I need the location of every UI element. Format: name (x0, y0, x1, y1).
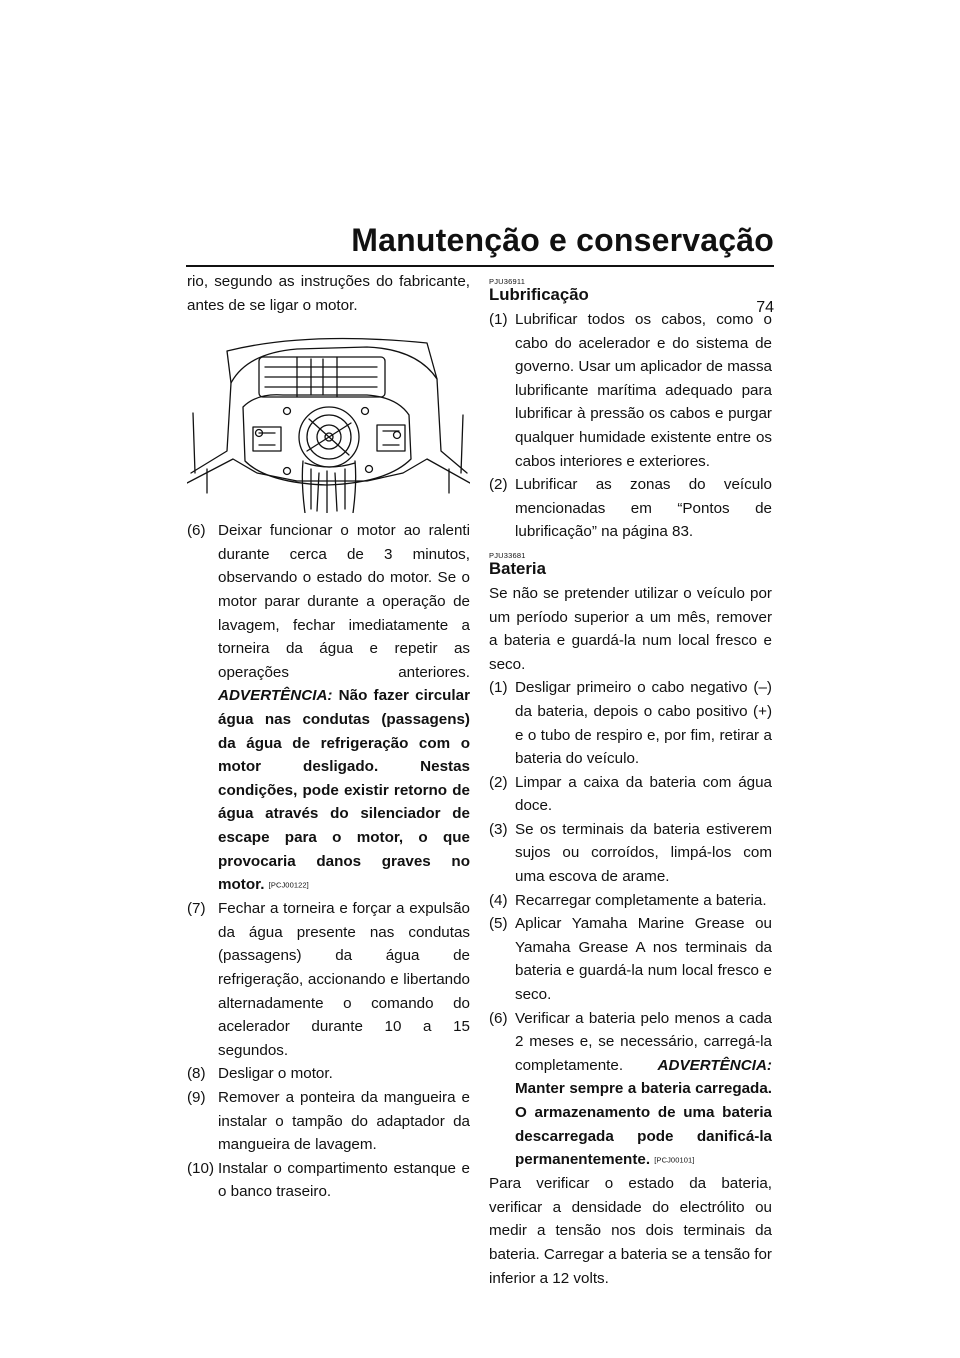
page-number: 74 (756, 299, 774, 316)
warning-label: ADVERTÊNCIA: (657, 1056, 772, 1074)
list-item-number: (2) (489, 773, 508, 791)
list-item-text: Fechar a torneira e forçar a expulsão da água presente nas condutas (passagens) da água de refrigeração, accionando e libertando alternadamente o comando do acelerador durante 10 a 15 segundos. (218, 900, 470, 1059)
list-item (489, 308, 772, 473)
list-item-text: Aplicar Yamaha Marine Grease ou Yamaha Grease A nos terminais da bateria e guardá-la num local fresco e seco. (515, 915, 772, 1004)
list-item-text: Lubrificar todos os cabos, como o cabo do acelerador e do sistema de governo. Usar um aplicador de massa lubrificante marítima adequado para lubrificar à pressão os cabos e purgar qualquer humidade existente entre os cabos interiores e exteriores. (515, 311, 772, 470)
list-item-text: Remover a ponteira da mangueira e instalar o tampão do adaptador da mangueira de lavagem. (218, 1088, 470, 1154)
list-item-number: (10) (187, 1159, 215, 1177)
warning-text: Não fazer circular água nas condutas (passagens) da água de refrigeração com o motor desligado. Nestas condições, pode existir retorno de água através do silenciador de escape para o motor, o que provocaria danos graves no motor. (218, 687, 470, 894)
section-title-lubrication: Lubrificação (489, 285, 589, 304)
list-item-number: (9) (187, 1088, 206, 1106)
list-item (489, 676, 772, 770)
lubrication-steps-list (489, 308, 772, 544)
left-column (187, 270, 470, 1204)
list-item-number: (4) (489, 891, 508, 909)
list-item (187, 1157, 470, 1204)
list-item-number: (2) (489, 476, 508, 494)
header-divider (186, 265, 774, 267)
section-reference-code: PJU33681 (489, 550, 526, 560)
list-item (489, 771, 772, 818)
list-item (187, 519, 470, 897)
list-item-number: (6) (187, 522, 206, 540)
right-column (489, 270, 772, 1290)
list-item (489, 889, 772, 913)
battery-intro-paragraph: Se não se pretender utilizar o veículo por um período superior a um mês, remover a bateria e guardá-la num local fresco e seco. (489, 584, 772, 673)
flushing-steps-list (187, 519, 470, 1204)
section-title-battery: Bateria (489, 558, 546, 578)
warning-code: [PCJ00101] (654, 1155, 695, 1165)
list-item-text: Verificar a bateria pelo menos a cada 2 meses e, se necessário, carregá-la completamente. (515, 1009, 772, 1074)
list-item-number: (7) (187, 900, 206, 918)
list-item-text: Desligar primeiro o cabo negativo (–) da bateria, depois o cabo positivo (+) e o tubo de respiro e, por fim, retirar a bateria do veículo. (515, 679, 772, 768)
intro-paragraph: rio, segundo as instruções do fabricante, antes de se ligar o motor. (187, 273, 470, 314)
list-item (489, 912, 772, 1006)
list-item-number: (6) (489, 1009, 508, 1027)
list-item-text: Instalar o compartimento estanque e o banco traseiro. (218, 1159, 470, 1201)
list-item-text: Deixar funcionar o motor ao ralenti durante cerca de 3 minutos, observando o estado do motor. Se o motor parar durante a operação de lavagem, fechar imediatamente a torneira da água e repetir as operações anteriores. (218, 522, 470, 681)
battery-outro-paragraph: Para verificar o estado da bateria, verificar a densidade do electrólito ou medir a tensão nos dois terminais da bateria. Carregar a bateria se a tensão for inferior a 12 volts. (489, 1175, 772, 1287)
list-item-number: (1) (489, 679, 508, 697)
battery-steps-list (489, 676, 772, 1172)
list-item (489, 818, 772, 889)
jet-ski-flushing-illustration (187, 323, 470, 513)
list-item-number: (8) (187, 1065, 206, 1083)
list-item-number: (1) (489, 311, 508, 328)
list-item-text: Desligar o motor. (218, 1065, 333, 1083)
list-item (489, 473, 772, 544)
list-item (187, 1086, 470, 1157)
section-reference-code: PJU36911 (489, 277, 526, 286)
list-item (187, 897, 470, 1062)
list-item (187, 1062, 470, 1086)
warning-code: [PCJ00122] (268, 880, 309, 890)
list-item-text: Lubrificar as zonas do veículo mencionadas em “Pontos de lubrificação” na página 83. (515, 476, 772, 541)
warning-text: Manter sempre a bateria carregada. O armazenamento de uma bateria descarregada pode danificá-la permanentemente. (515, 1080, 772, 1169)
list-item-text: Se os terminais da bateria estiverem sujos ou corroídos, limpá-los com uma escova de arame. (515, 820, 772, 886)
list-item-number: (3) (489, 820, 508, 838)
list-item-number: (5) (489, 915, 508, 933)
list-item-text: Recarregar completamente a bateria. (515, 891, 767, 909)
list-item (489, 1007, 772, 1173)
list-item-text: Limpar a caixa da bateria com água doce. (515, 773, 772, 815)
warning-label: ADVERTÊNCIA: (218, 687, 333, 705)
page-title: Manutenção e conservação (351, 222, 774, 258)
